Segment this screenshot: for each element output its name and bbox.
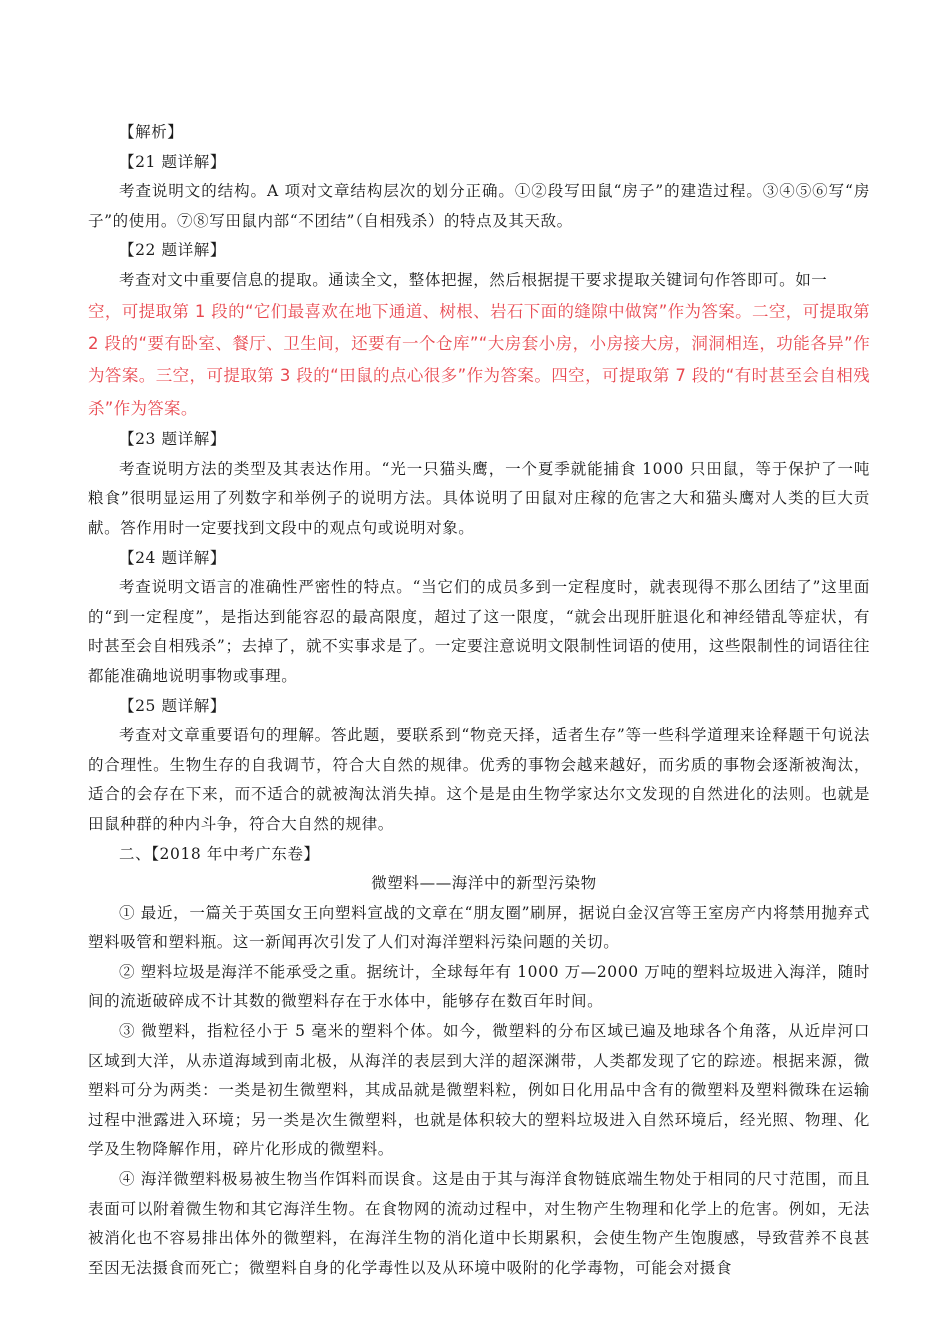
q22-heading: 【22 题详解】: [119, 241, 226, 260]
q21-body: 考查说明文的结构。A 项对文章结构层次的划分正确。①②段写田鼠“房子”的建造过程。③④⑤⑥写“房子”的使用。⑦⑧写田鼠内部“不团结”（自相残杀）的特点及其天敌。: [88, 182, 870, 230]
q25-heading: 【25 题详解】: [119, 696, 226, 715]
document-page: [88, 118, 870, 1283]
article-title: 微塑料——海洋中的新型污染物: [371, 874, 597, 893]
q22-intro: 考查对文中重要信息的提取。通读全文，整体把握，然后根据提干要求提取关键词句作答即可。如一: [119, 270, 828, 289]
q24-body: 考查说明文语言的准确性严密性的特点。“当它们的成员多到一定程度时，就表现得不那么团结了”这里面的“到一定程度”，是指达到能容忍的最高限度，超过了这一限度，“就会出现肝脏退化和神经错乱等症状，有时甚至会自相残杀”；去掉了，就不实事求是了。一定要注意说明文限制性词语的使用，这些限制性的词语往往都能准确地说明事物或事理。: [88, 578, 870, 685]
q22-answer-highlight: 空，可提取第 1 段的“它们最喜欢在地下通道、树根、岩石下面的缝隙中做窝”作为答案。二空，可提取第 2 段的“要有卧室、餐厅、卫生间，还要有一个仓库”“大房套小房，小房接大房，洞洞相连，功能各异”作为答案。三空，可提取第 3 段的“田鼠的点心很多”作为答案。四空，可提取第 7 段的“有时甚至会自相残杀”作为答案。: [88, 301, 870, 418]
article-paragraph: ① 最近，一篇关于英国女王向塑料宣战的文章在“朋友圈”刷屏，据说白金汉宫等王室房产内将禁用抛弃式塑料吸管和塑料瓶。这一新闻再次引发了人们对海洋塑料污染问题的关切。: [88, 903, 870, 952]
article-paragraph: ② 塑料垃圾是海洋不能承受之重。据统计，全球每年有 1000 万—2000 万吨的塑料垃圾进入海洋，随时间的流逝破碎成不计其数的微塑料存在于水体中，能够存在数百年时间。: [88, 962, 870, 1011]
article-paragraph: ④ 海洋微塑料极易被生物当作饵料而误食。这是由于其与海洋食物链底端生物处于相同的尺寸范围，而且表面可以附着微生物和其它海洋生物。在食物网的流动过程中，对生物产生物理和化学上的危害。例如，无法被消化也不容易排出体外的微塑料，在海洋生物的消化道中长期累积，会使生物产生饱腹感，导致营养不良甚至因无法摄食而死亡；微塑料自身的化学毒性以及从环境中吸附的化学毒物，可能会对摄食: [88, 1170, 870, 1277]
article-paragraph: ③ 微塑料，指粒径小于 5 毫米的塑料个体。如今，微塑料的分布区域已遍及地球各个角落，从近岸河口区域到大洋，从赤道海域到南北极，从海洋的表层到大洋的超深渊带，人类都发现了它的踪迹。根据来源，微塑料可分为两类：一类是初生微塑料，其成品就是微塑料粒，例如日化用品中含有的微塑料及塑料微珠在运输过程中泄露进入环境；另一类是次生微塑料，也就是体积较大的塑料垃圾进入自然环境后，经光照、物理、化学及生物降解作用，碎片化形成的微塑料。: [88, 1022, 870, 1159]
analysis-heading: 【解析】: [119, 123, 184, 141]
q25-body: 考查对文章重要语句的理解。答此题，要联系到“物竞天择，适者生存”等一些科学道理来诠释题干句说法的合理性。生物生存的自我调节，符合大自然的规律。优秀的事物会越来越好，而劣质的事物会逐渐被淘汰，适合的会存在下来，而不适合的就被淘汰消失掉。这个是是由生物学家达尔文发现的自然进化的法则。也就是田鼠种群的种内斗争，符合大自然的规律。: [88, 726, 870, 833]
q23-body: 考查说明方法的类型及其表达作用。“光一只猫头鹰，一个夏季就能捕食 1000 只田鼠，等于保护了一吨粮食”很明显运用了列数字和举例子的说明方法。具体说明了田鼠对庄稼的危害之大和猫头鹰对人类的巨大贡献。答作用时一定要找到文段中的观点句或说明对象。: [88, 459, 870, 537]
q24-heading: 【24 题详解】: [119, 548, 226, 567]
q23-heading: 【23 题详解】: [119, 430, 226, 449]
section2-heading: 二、【2018 年中考广东卷】: [119, 844, 320, 863]
q21-heading: 【21 题详解】: [119, 152, 226, 171]
